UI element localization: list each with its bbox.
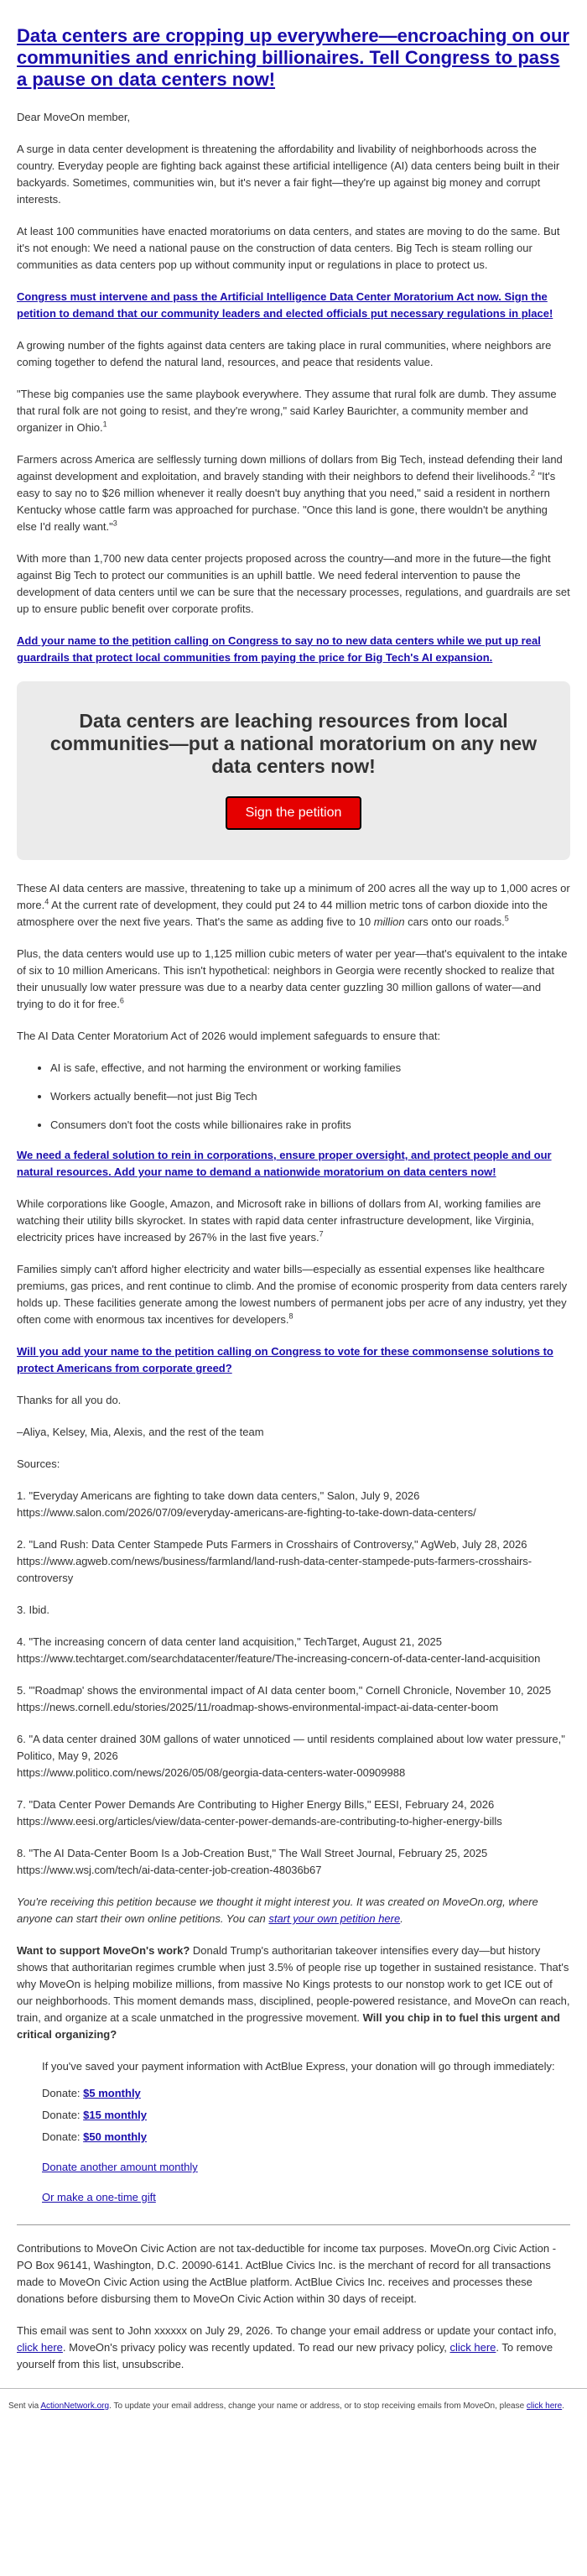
donate-prefix: Donate: <box>42 2087 84 2099</box>
email-note-text: This email was sent to John xxxxxx on July 29, 2026. To change your email address or update your contact info, <box>17 2324 557 2337</box>
footnote-ref: 8 <box>288 1311 294 1321</box>
footnote-ref: 5 <box>504 914 509 923</box>
update-contact-link[interactable]: click here <box>17 2341 63 2354</box>
water-text: Plus, the data centers would use up to 1,125 million cubic meters of water per year—that's equivalent to the intake of six to 10 million Americans. This isn't hypothetical: neighbors in Georgia were recently shocked to realize that their unusually low water pressure was due to a nearby data center guzzling 30 million gallons of water—and trying to do it for free. <box>17 947 568 1010</box>
greeting: Dear MoveOn member, <box>17 111 131 123</box>
legal-notice: Contributions to MoveOn Civic Action are not tax-deductible for income tax purposes. MoveOn.org Civic Action - PO Box 96141, Washington, D.C. 20090-6141. ActBlue Civics Inc. is the merchant of record for all transactions made to MoveOn Civic Action using the ActBlue platform. ActBlue Civics Inc. receives and processes these donations before disbursing them to MoveOn Civic Action within 30 days of receipt. <box>17 2242 557 2305</box>
source-item <box>17 1634 570 1667</box>
source-item <box>17 1845 570 1879</box>
donate-5-link[interactable]: $5 monthly <box>83 2087 141 2099</box>
families-text: Families simply can't afford higher electricity and water bills—especially as essential expenses like healthcare premiums, gas prices, and rent continue to climb. And the promise of economic prosperity from data centers rarely holds up. These facilities generate among the lowest numbers of permanent jobs per acre of any industry, yet they often come with enormous tax incentives for developers. <box>17 1263 568 1326</box>
paragraph-families <box>17 1261 570 1328</box>
safeguards-list <box>17 1060 570 1134</box>
donate-other-link[interactable]: Donate another amount monthly <box>42 2161 198 2173</box>
donate-section <box>17 2058 570 2206</box>
receiving-note: You're receiving this petition because we thought it might interest you. It was created on MoveOn.org, where anyone can start their own online petitions. You can start your own petition here. <box>17 1895 538 1925</box>
donate-once-link[interactable]: Or make a one-time gift <box>42 2191 156 2203</box>
source-item <box>17 1536 570 1587</box>
donate-50-link[interactable]: $50 monthly <box>83 2130 148 2143</box>
farmers-text-a: Farmers across America are selflessly turning down millions of dollars from Big Tech, instead defending their land against development and exploitation, and bravely standing with their neighbors to defend their livelihoods. <box>17 453 563 482</box>
donate-prefix: Donate: <box>42 2130 84 2143</box>
paragraph-water <box>17 946 570 1013</box>
source-text: 6. "A data center drained 30M gallons of water unnoticed — until residents complained about low water pressure," Politico, May 9, 2026 <box>17 1733 565 1762</box>
paragraph-quote <box>17 386 570 436</box>
paragraph-utility <box>17 1196 570 1246</box>
support-lead: Want to support MoveOn's work? <box>17 1944 190 1957</box>
source-item <box>17 1602 570 1619</box>
title-petition-link[interactable]: Data centers are cropping up everywhere—encroaching on our communities and enriching billionaires. Tell Congress to pass a pause on data centers now! <box>17 25 569 90</box>
list-item: • Consumers don't foot the costs while billionaires rake in profits <box>50 1117 570 1134</box>
donate-row <box>42 2107 570 2124</box>
petition-link-paragraph-2 <box>17 633 570 666</box>
source-text: 5. "'Roadmap' shows the environmental impact of AI data center boom," Cornell Chronicle, November 10, 2025 <box>17 1684 552 1697</box>
footer <box>0 2388 587 2424</box>
source-item <box>17 1488 570 1521</box>
actionnetwork-link[interactable]: ActionNetwork.org <box>40 2401 110 2411</box>
source-item <box>17 1682 570 1716</box>
source-url: https://news.cornell.edu/stories/2025/11/roadmap-shows-environmental-impact-ai-data-center-boom <box>17 1701 499 1713</box>
paragraph-rural: A growing number of the fights against data centers are taking place in rural communities, where neighbors are coming together to defend the natural land, resources, and peace that residents value. <box>17 339 552 368</box>
sign-petition-button[interactable]: Sign the petition <box>226 796 362 830</box>
source-url: https://www.techtarget.com/searchdatacenter/feature/The-increasing-concern-of-data-center-land-acquisition <box>17 1652 541 1665</box>
callout-box <box>17 681 570 860</box>
donate-other-row <box>42 2159 570 2176</box>
paragraph-moratoriums: At least 100 communities have enacted moratoriums on data centers, and states are moving to do the same. But it's not enough: We need a national pause on the construction of data centers. Big Tech is steam rolling our communities as data centers pop up without community input or regulations in place to protect us. <box>17 225 560 271</box>
petition-link-paragraph-3 <box>17 1147 570 1181</box>
thanks: Thanks for all you do. <box>17 1394 122 1406</box>
paragraph-acres <box>17 880 570 931</box>
email-note <box>17 2323 570 2373</box>
petition-link-4[interactable]: Will you add your name to the petition calling on Congress to vote for these commonsense solutions to protect Americans from corporate greed? <box>17 1345 553 1374</box>
support-paragraph <box>17 1942 570 2043</box>
donate-row <box>42 2085 570 2102</box>
callout-heading: Data centers are leaching resources from local communities—put a national moratorium on any new data centers now! <box>49 710 538 777</box>
footnote-ref: 3 <box>112 519 117 528</box>
footer-click-here-link[interactable]: click here <box>526 2401 563 2411</box>
start-petition-link[interactable]: start your own petition here <box>268 1912 401 1925</box>
acres-text-b: At the current rate of development, they could put 24 to 44 million metric tons of carbon dioxide into the atmosphere over the next five years. That's the same as adding five to 10 <box>17 899 548 928</box>
footer-text: Sent via <box>8 2401 41 2411</box>
email-note-text: . MoveOn's privacy policy was recently updated. To read our new privacy policy, <box>62 2341 450 2354</box>
source-url: https://www.salon.com/2026/07/09/everyday-americans-are-fighting-to-take-down-data-centers/ <box>17 1506 476 1519</box>
source-url: https://www.wsj.com/tech/ai-data-center-job-creation-48036b67 <box>17 1864 322 1876</box>
source-item <box>17 1796 570 1830</box>
support-ask: Will you chip in to fuel this urgent and critical organizing? <box>17 2011 560 2041</box>
source-text: 2. "Land Rush: Data Center Stampede Puts Farmers in Crosshairs of Controversy," AgWeb, July 28, 2026 <box>17 1538 527 1551</box>
email-body <box>0 25 587 2373</box>
emphasis: million <box>373 915 405 928</box>
email-note-text: . To remove yourself from this list, unsubscribe. <box>17 2341 553 2370</box>
donate-intro: If you've saved your payment information with ActBlue Express, your donation will go through immediately: <box>42 2060 555 2073</box>
acres-text-a: These AI data centers are massive, threatening to take up a minimum of 200 acres all the way up to 1,000 acres or more. <box>17 882 570 911</box>
source-text: 3. Ibid. <box>17 1603 50 1616</box>
source-url: https://www.politico.com/news/2026/05/08/georgia-data-centers-water-00909988 <box>17 1766 406 1779</box>
source-text: 8. "The AI Data-Center Boom Is a Job-Creation Bust," The Wall Street Journal, February 25, 2025 <box>17 1847 488 1859</box>
footer-text: . <box>562 2401 564 2411</box>
donate-once-row <box>42 2189 570 2206</box>
paragraph-farmers <box>17 451 570 535</box>
donate-row <box>42 2129 570 2146</box>
donate-prefix: Donate: <box>42 2109 84 2121</box>
paragraph-intro: A surge in data center development is threatening the affordability and livability of neighborhoods across the country. Everyday people are fighting back against these artificial intelligence (AI) data centers being built in their backyards. Sometimes, communities win, but it's never a fair fight—they're up against big money and corrupt interests. <box>17 143 560 206</box>
petition-link-paragraph-4 <box>17 1343 570 1377</box>
list-item: • Workers actually benefit—not just Big Tech <box>50 1088 570 1105</box>
sources-section <box>17 1456 570 1879</box>
list-item: • AI is safe, effective, and not harming the environment or working families <box>50 1060 570 1077</box>
support-text: Donald Trump's authoritarian takeover intensifies every day—but history shows that authoritarian regimes crumble when just 3.5% of people rise up together in sustained resistance. That's why MoveOn is helping mobilize millions, from massive No Kings protests to our nonstop work to get ICE out of our neighborhoods. This moment demands mass, disciplined, people-powered resistance, and MoveOn can reach, train, and organize at a scale unmatched in the progressive movement. <box>17 1944 570 2024</box>
source-url: https://www.eesi.org/articles/view/data-center-power-demands-are-contributing-to-higher-energy-bills <box>17 1815 502 1828</box>
source-text: 1. "Everyday Americans are fighting to take down data centers," Salon, July 9, 2026 <box>17 1489 420 1502</box>
paragraph-act: The AI Data Center Moratorium Act of 2026 would implement safeguards to ensure that: <box>17 1030 441 1042</box>
email-title <box>17 25 570 91</box>
signoff: –Aliya, Kelsey, Mia, Alexis, and the rest of the team <box>17 1426 264 1438</box>
divider <box>17 2224 570 2225</box>
petition-link-paragraph-1 <box>17 289 570 322</box>
source-url: https://www.agweb.com/news/business/farmland/land-rush-data-center-stampede-puts-farmers-crosshairs-controversy <box>17 1555 532 1584</box>
source-item <box>17 1731 570 1781</box>
donate-15-link[interactable]: $15 monthly <box>83 2109 148 2121</box>
farmers-text-b: "It's easy to say no to $26 million whenever it really doesn't buy anything that you need," said a resident in northern Kentucky whose cattle farm was approached for purchase. "Once this land is gone, there wouldn't be anything else I'd really want." <box>17 470 556 533</box>
acres-text-c: cars onto our roads. <box>404 915 505 928</box>
footnote-ref: 6 <box>119 996 124 1005</box>
paragraph-projects: With more than 1,700 new data center projects proposed across the country—and more in the future—the fight against Big Tech to protect our communities is an uphill battle. We need federal intervention to pause the development of data centers until we can be sure that the necessary processes, regulations, and guardrails are set up to ensure public benefit over corporate profits. <box>17 552 570 615</box>
petition-link-1[interactable]: Congress must intervene and pass the Artificial Intelligence Data Center Moratorium Act now. Sign the petition to demand that our community leaders and elected officials put necessary regulations in place! <box>17 290 553 320</box>
footnote-ref: 7 <box>319 1229 324 1238</box>
petition-link-3[interactable]: We need a federal solution to rein in corporations, ensure proper oversight, and protect people and our natural resources. Add your name to demand a nationwide moratorium on data centers now! <box>17 1149 552 1178</box>
source-text: 4. "The increasing concern of data center land acquisition," TechTarget, August 21, 2025 <box>17 1635 442 1648</box>
footnote-ref: 2 <box>530 468 535 477</box>
source-text: 7. "Data Center Power Demands Are Contributing to Higher Energy Bills," EESI, February 24, 2026 <box>17 1798 495 1811</box>
utility-text: While corporations like Google, Amazon, and Microsoft rake in billions of dollars from AI, working families are watching their utility bills skyrocket. In states with rapid data center infrastructure development, like Virginia, electricity prices have increased by 267% in the last five years. <box>17 1197 541 1244</box>
receiving-text: You're receiving this petition because we thought it might interest you. It was created on MoveOn.org, where anyone can start their own online petitions. You can <box>17 1895 538 1925</box>
footnote-ref: 4 <box>44 897 49 906</box>
footnote-ref: 1 <box>102 420 107 429</box>
privacy-policy-link[interactable]: click here <box>449 2341 496 2354</box>
petition-link-2[interactable]: Add your name to the petition calling on Congress to say no to new data centers while we put up real guardrails that protect local communities from paying the price for Big Tech's AI expansion. <box>17 634 541 664</box>
footer-text: . To update your email address, change your name or address, or to stop receiving emails from MoveOn, please <box>109 2401 527 2411</box>
quote-text: "These big companies use the same playbook everywhere. They assume that rural folk are dumb. They assume that rural folk are not going to resist, and they're wrong," said Karley Baurichter, a community member and organizer in Ohio. <box>17 388 557 434</box>
sources-label: Sources: <box>17 1457 60 1470</box>
